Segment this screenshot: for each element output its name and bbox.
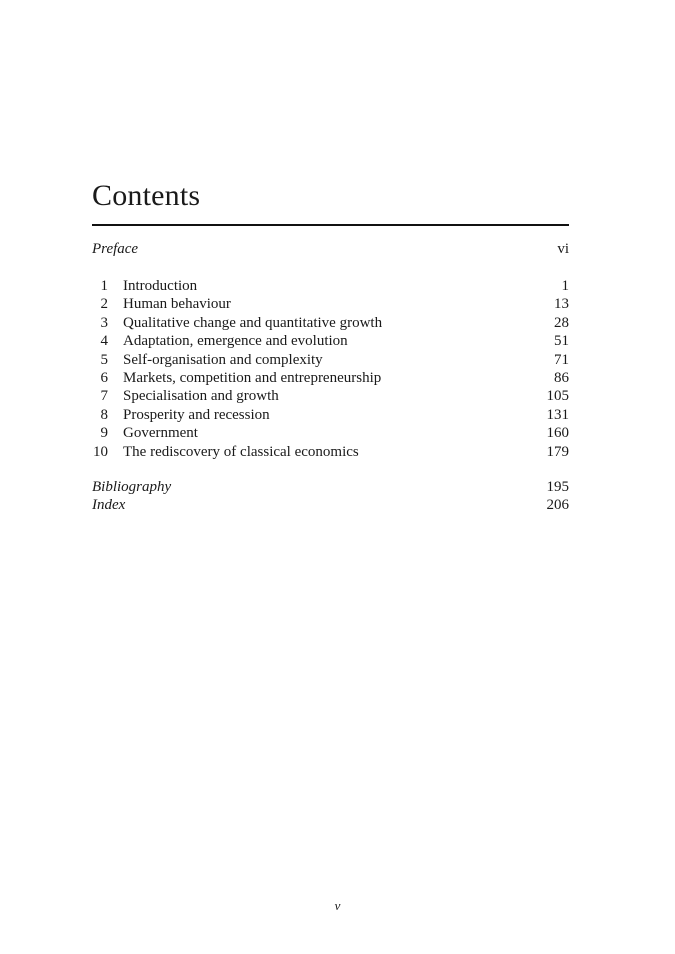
toc-entry-label: Index	[92, 497, 126, 514]
toc-entry-chapter[interactable]	[92, 277, 569, 295]
chapter-number: 10	[93, 443, 108, 460]
chapter-title: Prosperity and recession	[123, 406, 270, 423]
toc-entry-chapter[interactable]	[92, 406, 569, 424]
toc-back-matter	[92, 478, 569, 515]
toc-entry-index[interactable]	[92, 496, 569, 514]
toc-entry-chapter[interactable]	[92, 351, 569, 369]
chapter-number: 5	[100, 351, 108, 368]
chapter-number: 3	[100, 314, 108, 331]
toc-entry-page: vi	[557, 241, 569, 257]
page-title: Contents	[92, 179, 201, 212]
chapter-number: 7	[100, 388, 108, 405]
toc-entry-bibliography[interactable]	[92, 478, 569, 496]
chapter-number: 2	[100, 296, 108, 313]
chapter-page: 179	[546, 443, 569, 460]
chapter-page: 28	[554, 314, 569, 331]
chapter-title: Self-organisation and complexity	[123, 351, 323, 368]
chapter-page: 51	[554, 333, 569, 350]
chapter-number: 9	[100, 425, 108, 442]
chapter-page: 13	[554, 296, 569, 313]
chapter-title: The rediscovery of classical economics	[123, 443, 359, 460]
toc-entry-preface[interactable]	[92, 240, 569, 258]
toc-entry-label: Bibliography	[92, 479, 172, 495]
toc-entry-chapter[interactable]	[92, 295, 569, 313]
toc-entry-label: Preface	[92, 241, 139, 257]
toc-entry-chapter[interactable]	[92, 332, 569, 350]
toc-entry-page: 195	[546, 479, 569, 495]
chapter-page: 131	[546, 406, 569, 423]
toc-entry-chapter[interactable]	[92, 424, 569, 442]
chapter-title: Adaptation, emergence and evolution	[123, 333, 348, 350]
page-number: v	[334, 898, 341, 913]
chapter-title: Markets, competition and entrepreneurship	[123, 369, 382, 386]
toc-front-matter	[92, 240, 569, 258]
chapter-title: Qualitative change and quantitative growth	[123, 314, 383, 331]
chapter-page: 160	[546, 425, 569, 442]
chapter-number: 1	[100, 278, 108, 294]
chapter-page: 1	[561, 278, 569, 294]
chapter-title: Human behaviour	[123, 296, 231, 313]
title-rule	[92, 224, 569, 226]
chapter-number: 6	[100, 369, 108, 386]
chapter-page: 86	[554, 369, 569, 386]
toc-entry-chapter[interactable]	[92, 387, 569, 405]
chapter-number: 4	[100, 333, 108, 350]
chapter-number: 8	[100, 406, 108, 423]
toc-chapters	[92, 277, 569, 461]
toc-entry-chapter[interactable]	[92, 369, 569, 387]
toc-entry-page: 206	[546, 497, 569, 514]
chapter-page: 105	[546, 388, 569, 405]
chapter-title: Government	[123, 425, 198, 442]
chapter-page: 71	[554, 351, 569, 368]
chapter-title: Introduction	[123, 278, 198, 294]
toc-entry-chapter[interactable]	[92, 314, 569, 332]
chapter-title: Specialisation and growth	[123, 388, 279, 405]
toc-entry-chapter[interactable]	[92, 443, 569, 461]
